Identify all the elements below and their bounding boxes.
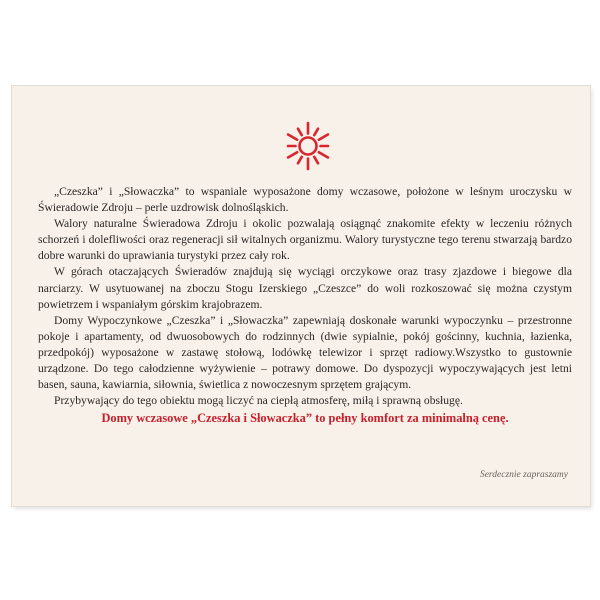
sun-ray xyxy=(319,135,328,140)
paragraph-intro: „Czeszka” i „Słowaczka” to wspaniale wyposażone domy wczasowe, położone w leśnym uroczysku w Świeradowie Zdroju – perle uzdrowisk dolnośląskich. xyxy=(38,185,572,215)
sun-ray xyxy=(314,129,318,135)
paragraph-skiing: W górach otaczających Świeradów znajdują się wyciągi orczykowe oraz trasy zjazdowe i biegowe dla narciarzy. W usytuowanej na zboczu Stogu Izerskiego „Czeszce” do woli rozkoszować się można czystym powietrzem i wspaniałym górskim krajobrazem. xyxy=(38,265,572,311)
sun-ray xyxy=(298,157,302,163)
sun-icon xyxy=(282,120,334,172)
paragraph-welcome: Przybywający do tego obiektu mogą liczyć na ciepłą atmosferę, miłą i sprawną obsługę. xyxy=(54,394,463,408)
signature: Serdecznie zapraszamy xyxy=(479,470,568,480)
sun-ray xyxy=(288,152,297,157)
sun-ray xyxy=(288,135,297,140)
paragraph-health: Walory naturalne Świeradowa Zdroju i okolic pozwalają osiągnąć znakomite efekty w leczeniu różnych schorzeń i dolefliwości oraz regeneracji sił witalnych organizmu. Walory turystyczne tego terenu stwarzają bardzo dobre warunki do uprawiania turystyki przez cały rok. xyxy=(38,217,572,263)
description-text xyxy=(38,184,572,426)
paragraph-amenities: Domy Wypoczynkowe „Czeszka” i „Słowaczka” zapewniają doskonałe warunki wypoczynku – przestronne pokoje i apartamenty, od dwuosobowych do rodzinnych (dwie sypialnie, pokój gościnny, kuchnia, łazienka, przedpokój) wyposażone w zastawę stołową, lodówkę telewizor i sprzęt radiowy.Wszystko to gustownie urządzone. Do tego całodzienne wyżywienie – potrawy domowe. Do dyspozycji wypoczywających jest letni basen, sauna, kawiarnia, siłownia, świetlica z nowoczesnym sprzętem grającym. xyxy=(38,313,572,392)
sun-ray xyxy=(314,157,318,163)
sun-ray xyxy=(319,152,328,157)
slogan: Domy wczasowe „Czeszka i Słowaczka” to pełny komfort za minimalną cenę. xyxy=(101,411,509,426)
sun-ray xyxy=(298,129,302,135)
postcard xyxy=(12,86,590,506)
